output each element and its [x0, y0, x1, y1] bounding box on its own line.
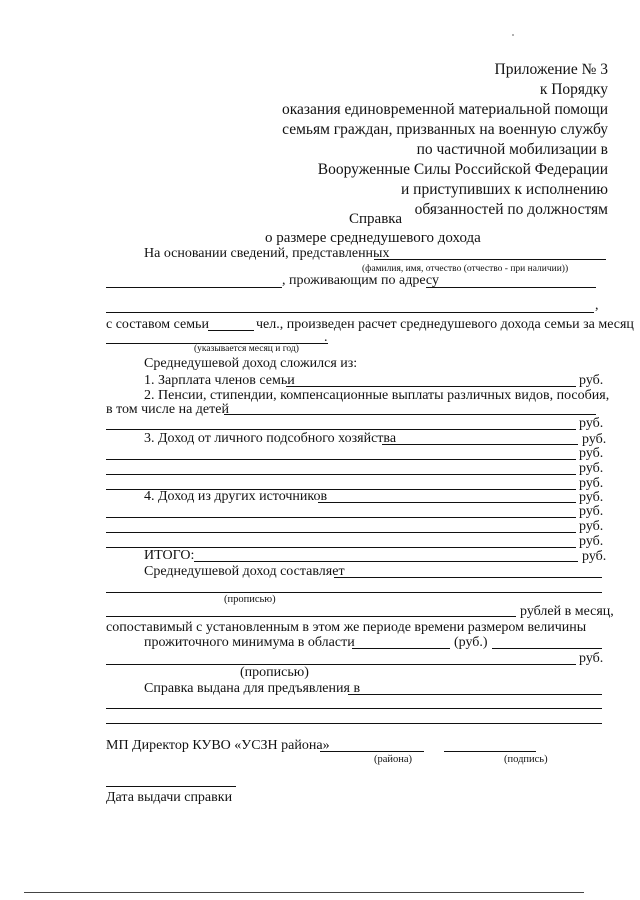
rub-label: руб.: [579, 373, 604, 388]
family-count-line: [208, 330, 254, 331]
other-line-3: [106, 532, 576, 533]
doc-title: Справка: [349, 211, 402, 227]
household-line-2: [106, 459, 576, 460]
header-line: обязанностей по должностям: [414, 201, 608, 218]
fio-continue-line: [106, 287, 282, 288]
address-line: [426, 287, 596, 288]
district-hint: (района): [374, 754, 413, 765]
other-line: [318, 502, 576, 503]
rub-label: руб.: [579, 651, 604, 666]
item-household: 3. Доход от личного подсобного хозяйства: [144, 431, 397, 446]
header-line: и приступивших к исполнению: [401, 181, 608, 198]
address-line-2: [106, 312, 594, 313]
appendix-header: [282, 60, 608, 220]
issued-for-text: Справка выдана для предъявления в: [144, 681, 361, 696]
fio-hint: (фамилия, имя, отчество (отчество - при наличии)): [362, 264, 569, 274]
rub-label: руб.: [579, 490, 604, 505]
issued-for-line: [348, 694, 602, 695]
fio-line: [374, 259, 606, 260]
header-line: Приложение № 3: [494, 61, 608, 78]
rub-label: руб.: [579, 461, 604, 476]
header-line: Вооруженные Силы Российской Федерации: [317, 161, 608, 178]
address-comma: ,: [595, 298, 599, 313]
issued-for-line-3: [106, 723, 602, 724]
total-line: [194, 561, 578, 562]
issued-for-line-2: [106, 708, 602, 709]
residing-text: , проживающим по адресу: [282, 273, 439, 288]
subsistence-line: [352, 648, 450, 649]
scan-edge-line: [24, 892, 584, 893]
issue-date-line: [106, 786, 236, 787]
subsistence-line-2: [492, 648, 602, 649]
header-line: к Порядку: [539, 81, 608, 98]
header-line: семьям граждан, призванных на военную службу: [282, 121, 608, 138]
rub-label: руб.: [579, 416, 604, 431]
rub-label: руб.: [579, 534, 604, 549]
avg-income-text: Среднедушевой доход составляет: [144, 564, 345, 579]
subsistence-text: прожиточного минимума в области: [144, 635, 355, 650]
rub-month-line: [106, 616, 516, 617]
month-hint: (указывается месяц и год): [194, 344, 299, 354]
district-line: [320, 751, 424, 752]
header-line: оказания единовременной материальной помощи: [281, 101, 608, 118]
rub-label: руб.: [579, 504, 604, 519]
total-label: ИТОГО:: [144, 548, 195, 563]
rub-month-text: рублей в месяц,: [520, 604, 614, 619]
subsistence-words-line: [106, 664, 576, 665]
rub-label: руб.: [582, 432, 607, 447]
doc-subtitle: о размере среднедушевого дохода: [265, 230, 481, 246]
header-line: по частичной мобилизации в: [416, 141, 608, 158]
in-words-hint-2: (прописью): [240, 665, 309, 680]
item-salary: 1. Зарплата членов семьи: [144, 373, 295, 388]
rub-paren-text: (руб.): [454, 635, 488, 650]
signature-line: [444, 751, 536, 752]
avg-income-line: [334, 577, 602, 578]
pensions-line: [224, 414, 596, 415]
rub-label: руб.: [582, 549, 607, 564]
family-suffix: чел., произведен расчет среднедушевого дохода семьи за месяц: [256, 317, 634, 332]
director-text: МП Директор КУВО «УСЗН района»: [106, 738, 330, 753]
item-pensions: 2. Пенсии, стипендии, компенсационные выплаты различных видов, пособия,: [144, 388, 610, 403]
rub-label: руб.: [579, 446, 604, 461]
in-words-hint: (прописью): [224, 594, 276, 605]
household-line-3: [106, 474, 576, 475]
basis-text: На основании сведений, представленных: [144, 246, 390, 261]
issue-date-text: Дата выдачи справки: [106, 790, 233, 805]
signature-hint: (подпись): [504, 754, 548, 765]
scan-speck: [512, 34, 514, 36]
avg-income-line-2: [106, 592, 602, 593]
month-period: .: [324, 330, 328, 345]
composed-text: Среднедушевой доход сложился из:: [144, 356, 358, 371]
compared-text: сопоставимый с установленным в этом же периоде времени размером величины: [106, 620, 587, 635]
rub-label: руб.: [579, 476, 604, 491]
family-prefix: с составом семьи: [106, 317, 209, 332]
rub-label: руб.: [579, 519, 604, 534]
household-line: [382, 444, 578, 445]
item-other: 4. Доход из других источников: [144, 489, 328, 504]
other-line-2: [106, 517, 576, 518]
item-pensions-children: в том числе на детей: [106, 402, 229, 417]
